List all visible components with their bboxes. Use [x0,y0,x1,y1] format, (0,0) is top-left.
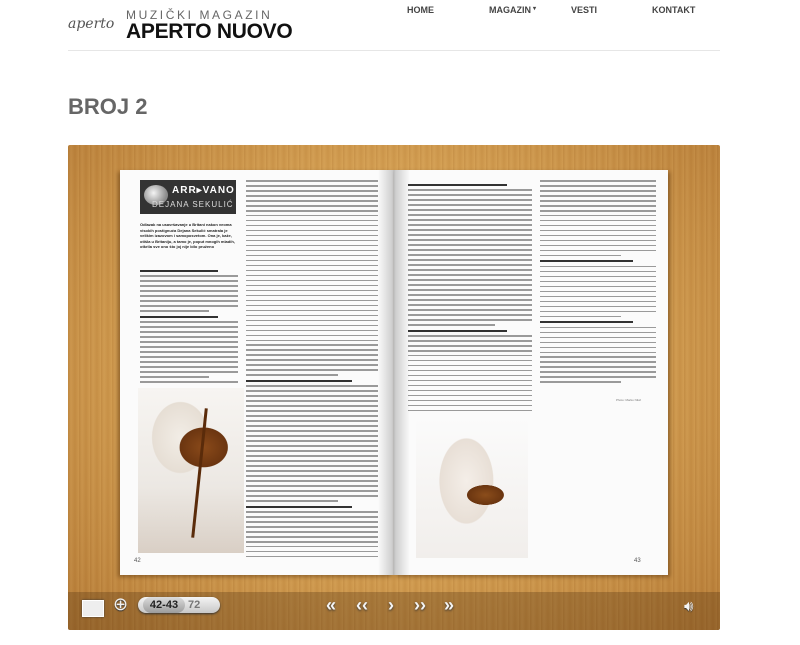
page-indicator[interactable] [138,597,220,613]
nav-item-home[interactable]: HOME [407,5,434,15]
nav-item-magazin-label: MAGAZIN [489,5,531,15]
current-pages: 42-43 [143,597,185,613]
article-text-column [540,180,656,390]
nav-item-kontakt[interactable]: KONTAKT [652,5,696,15]
photo-credit: Photo: Marko Nikić [616,398,642,402]
main-nav [0,5,800,19]
flipbook-viewer [68,145,720,630]
chevron-left-icon[interactable]: ‹‹ [356,595,368,615]
speaker-icon[interactable]: 🔊︎ [684,598,694,615]
column-title: ARR▸VANO [172,185,235,196]
total-pages: 72 [188,599,201,611]
page-number: 43 [634,558,641,564]
double-chevron-left-icon[interactable]: « [326,595,337,615]
chevron-down-icon: ▾ [533,6,537,12]
double-chevron-right-icon[interactable]: » [444,595,455,615]
chevron-right-icon[interactable]: ›› [414,595,426,615]
page-number: 42 [134,558,141,564]
flipbook-toolbar [68,592,720,630]
violinist-photo [416,418,528,558]
logo-title: APERTO NUOVO [126,20,293,43]
magazine-spread[interactable] [120,170,668,575]
page-thumbnail-icon[interactable] [82,600,104,617]
header-divider [68,50,720,51]
page-title: BROJ 2 [68,94,148,119]
article-text-column [408,180,532,420]
column-banner [140,180,236,214]
magazine-page-left[interactable] [120,170,394,575]
nav-item-vesti[interactable]: VESTI [571,5,598,15]
violin-bow [191,408,208,538]
article-text-column [140,266,238,386]
logo-script-text: aperto [68,16,115,32]
zoom-in-icon[interactable]: ⊕ [113,594,129,614]
article-text-column [246,180,378,558]
book-spine [378,170,410,575]
article-intro: Odlazak na usavršavanje u Britani nakon veoma visokih postignuća Dejana Sekulić smatrala je velikim izazovom i samoposvetom. Ona je, kaže, otišla u Britaniju, a tamo je, poput mnogih mladih, otkrila sve ono što joj nije bilo pruženo [140,222,235,249]
article-author: DEJANA SEKULIĆ [152,200,234,209]
violinist-photo [138,388,244,553]
spacer [534,420,546,421]
chevron-right-icon[interactable]: › [388,595,394,615]
magazine-page-right[interactable] [394,170,668,575]
logo-subtitle: MUZIČKI MAGAZIN [126,8,273,22]
nav-item-magazin[interactable] [489,5,536,15]
